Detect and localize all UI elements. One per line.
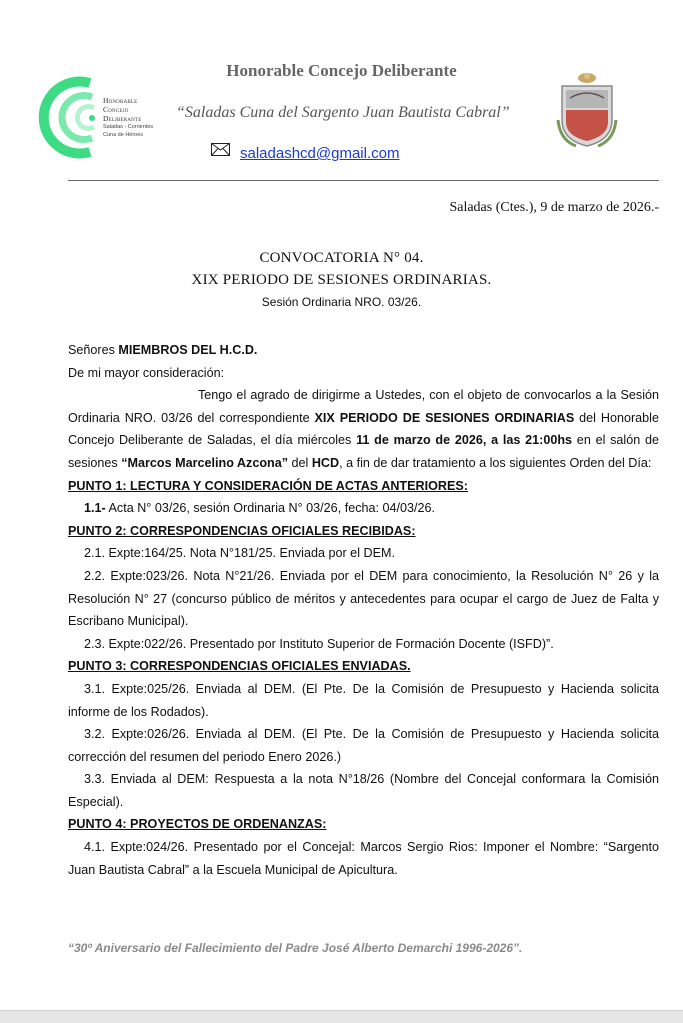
punto-3-item-1: 3.1. Expte:025/26. Enviada al DEM. (El Pte. De la Comisión de Presupuesto y Hacienda solicita informe de los Rodados).: [68, 681, 659, 719]
convocatoria-title: CONVOCATORIA N° 04.: [259, 250, 424, 266]
anniversary-footer: “30º Aniversario del Fallecimiento del Padre José Alberto Demarchi 1996-2026”.: [68, 941, 523, 955]
punto-4-heading: PUNTO 4: PROYECTOS DE ORDENANZAS:: [68, 817, 327, 832]
logo-line-4: Saladas - Corrientes: [103, 124, 154, 130]
document-body: [68, 339, 659, 881]
punto-2-item-3: 2.3. Expte:022/26. Presentado por Instituto Superior de Formación Docente (ISFD)”.: [84, 636, 554, 651]
document-date: Saladas (Ctes.), 9 de marzo de 2026.-: [449, 200, 659, 215]
punto-2-item-1: 2.1. Expte:164/25. Nota N°181/25. Enviada por el DEM.: [84, 546, 395, 561]
punto-4-item-1: 4.1. Expte:024/26. Presentado por el Concejal: Marcos Sergio Rios: Imponer el Nombre: “Sargento Juan Bautista Cabral” a la Escuela Municipal de Apicultura.: [68, 840, 659, 877]
logo-line-2: Concejo: [103, 105, 129, 114]
punto-3-heading: PUNTO 3: CORRESPONDENCIAS OFICIALES ENVIADAS.: [68, 659, 411, 674]
envelope-icon: [211, 143, 230, 156]
periodo-title: XIX PERIODO DE SESIONES ORDINARIAS.: [191, 272, 492, 288]
bottom-bar: [0, 1010, 683, 1023]
header-divider: [68, 180, 659, 181]
logo-line-5: Cuna de Héroes: [103, 132, 144, 138]
punto-3-item-3: 3.3. Enviada al DEM: Respuesta a la nota N°18/26 (Nombre del Concejal conformara la Comisión Especial).: [68, 772, 659, 809]
punto-1-item: 1.1- Acta N° 03/26, sesión Ordinaria N° 03/26, fecha: 04/03/26.: [84, 501, 436, 516]
email-link[interactable]: saladashcd@gmail.com: [240, 145, 400, 162]
intro-paragraph: Tengo el agrado de dirigirme a Ustedes, con el objeto de convocarlos a la Sesión Ordinaria NRO. 03/26 del correspondiente XIX PERIODO DE SESIONES ORDINARIAS del Honorable Concejo Deliberante de Saladas, el día miércoles 11 de marzo de 2026, a las 21:00hs en el salón de sesiones “Marcos Marcelino Azcona” del HCD, a fin de dar tratamiento a los siguientes Orden del Día:: [68, 388, 659, 470]
punto-2-item-2: 2.2. Expte:023/26. Nota N°21/26. Enviada por el DEM para conocimiento, la Resolución N° 26 y la Resolución N° 27 (concurso público de méritos y antecedentes para ocupar el cargo de Juez de Falta y Escribano Municipal).: [68, 568, 659, 629]
logo-text: [103, 96, 153, 139]
logo-line-1: Honorable: [103, 96, 138, 105]
salutation: Señores MIEMBROS DEL H.C.D.: [68, 343, 258, 357]
coat-of-arms-icon: [556, 70, 618, 150]
punto-3-item-2: 3.2. Expte:026/26. Enviada al DEM. (El Pte. De la Comisión de Presupuesto y Hacienda solicita corrección del resumen del periodo Enero 2026.): [68, 727, 659, 764]
sesion-subtitle: Sesión Ordinaria NRO. 03/26.: [261, 295, 422, 309]
greeting: De mi mayor consideración:: [68, 365, 225, 380]
header-title: Honorable Concejo Deliberante: [226, 61, 457, 80]
punto-1-heading: PUNTO 1: LECTURA Y CONSIDERACIÓN DE ACTAS ANTERIORES:: [68, 478, 468, 493]
logo-line-3: Deliberante: [103, 114, 142, 123]
punto-2-heading: PUNTO 2: CORRESPONDENCIAS OFICIALES RECIBIDAS:: [68, 523, 416, 538]
header-motto: “Saladas Cuna del Sargento Juan Bautista Cabral”: [176, 104, 510, 121]
